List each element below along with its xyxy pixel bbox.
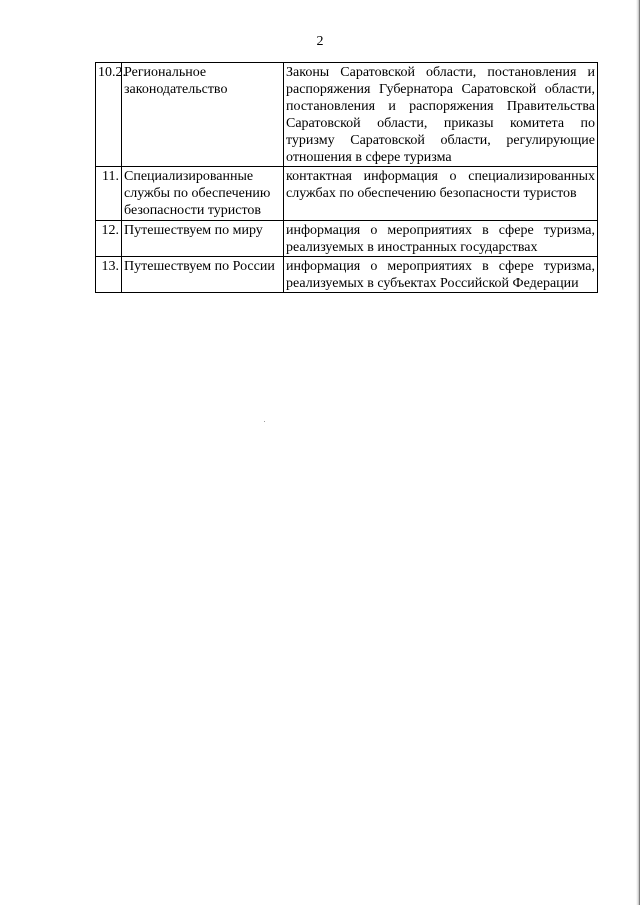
section-description: информация о мероприятиях в сфере туризма, реализуемых в субъектах Российской Федерации: [284, 257, 598, 293]
section-name: Путешествуем по миру: [122, 221, 284, 257]
section-description: Законы Саратовской области, постановления и распоряжения Губернатора Саратовской области, постановления и распоряжения Правительства Саратовской области, приказы комитета по туризму Саратовской области, регулирующие отношения в сфере туризма: [284, 63, 598, 167]
page-number: 2: [316, 34, 324, 49]
table-row: [96, 167, 598, 221]
row-number: 10.2.: [96, 63, 122, 167]
section-description: контактная информация о специализированных службах по обеспечению безопасности туристов: [284, 167, 598, 221]
scan-speck: [264, 421, 265, 422]
table-row: [96, 221, 598, 257]
table-row: [96, 257, 598, 293]
section-name: Путешествуем по России: [122, 257, 284, 293]
table-row: [96, 63, 598, 167]
section-name: Специализированные службы по обеспечению безопасности туристов: [122, 167, 284, 221]
document-table: [95, 62, 598, 293]
scan-edge-shadow: [636, 0, 640, 905]
section-description: информация о мероприятиях в сфере туризма, реализуемых в иностранных государствах: [284, 221, 598, 257]
section-name: Региональное законодательство: [122, 63, 284, 167]
row-number: 12.: [96, 221, 122, 257]
row-number: 11.: [96, 167, 122, 221]
row-number: 13.: [96, 257, 122, 293]
